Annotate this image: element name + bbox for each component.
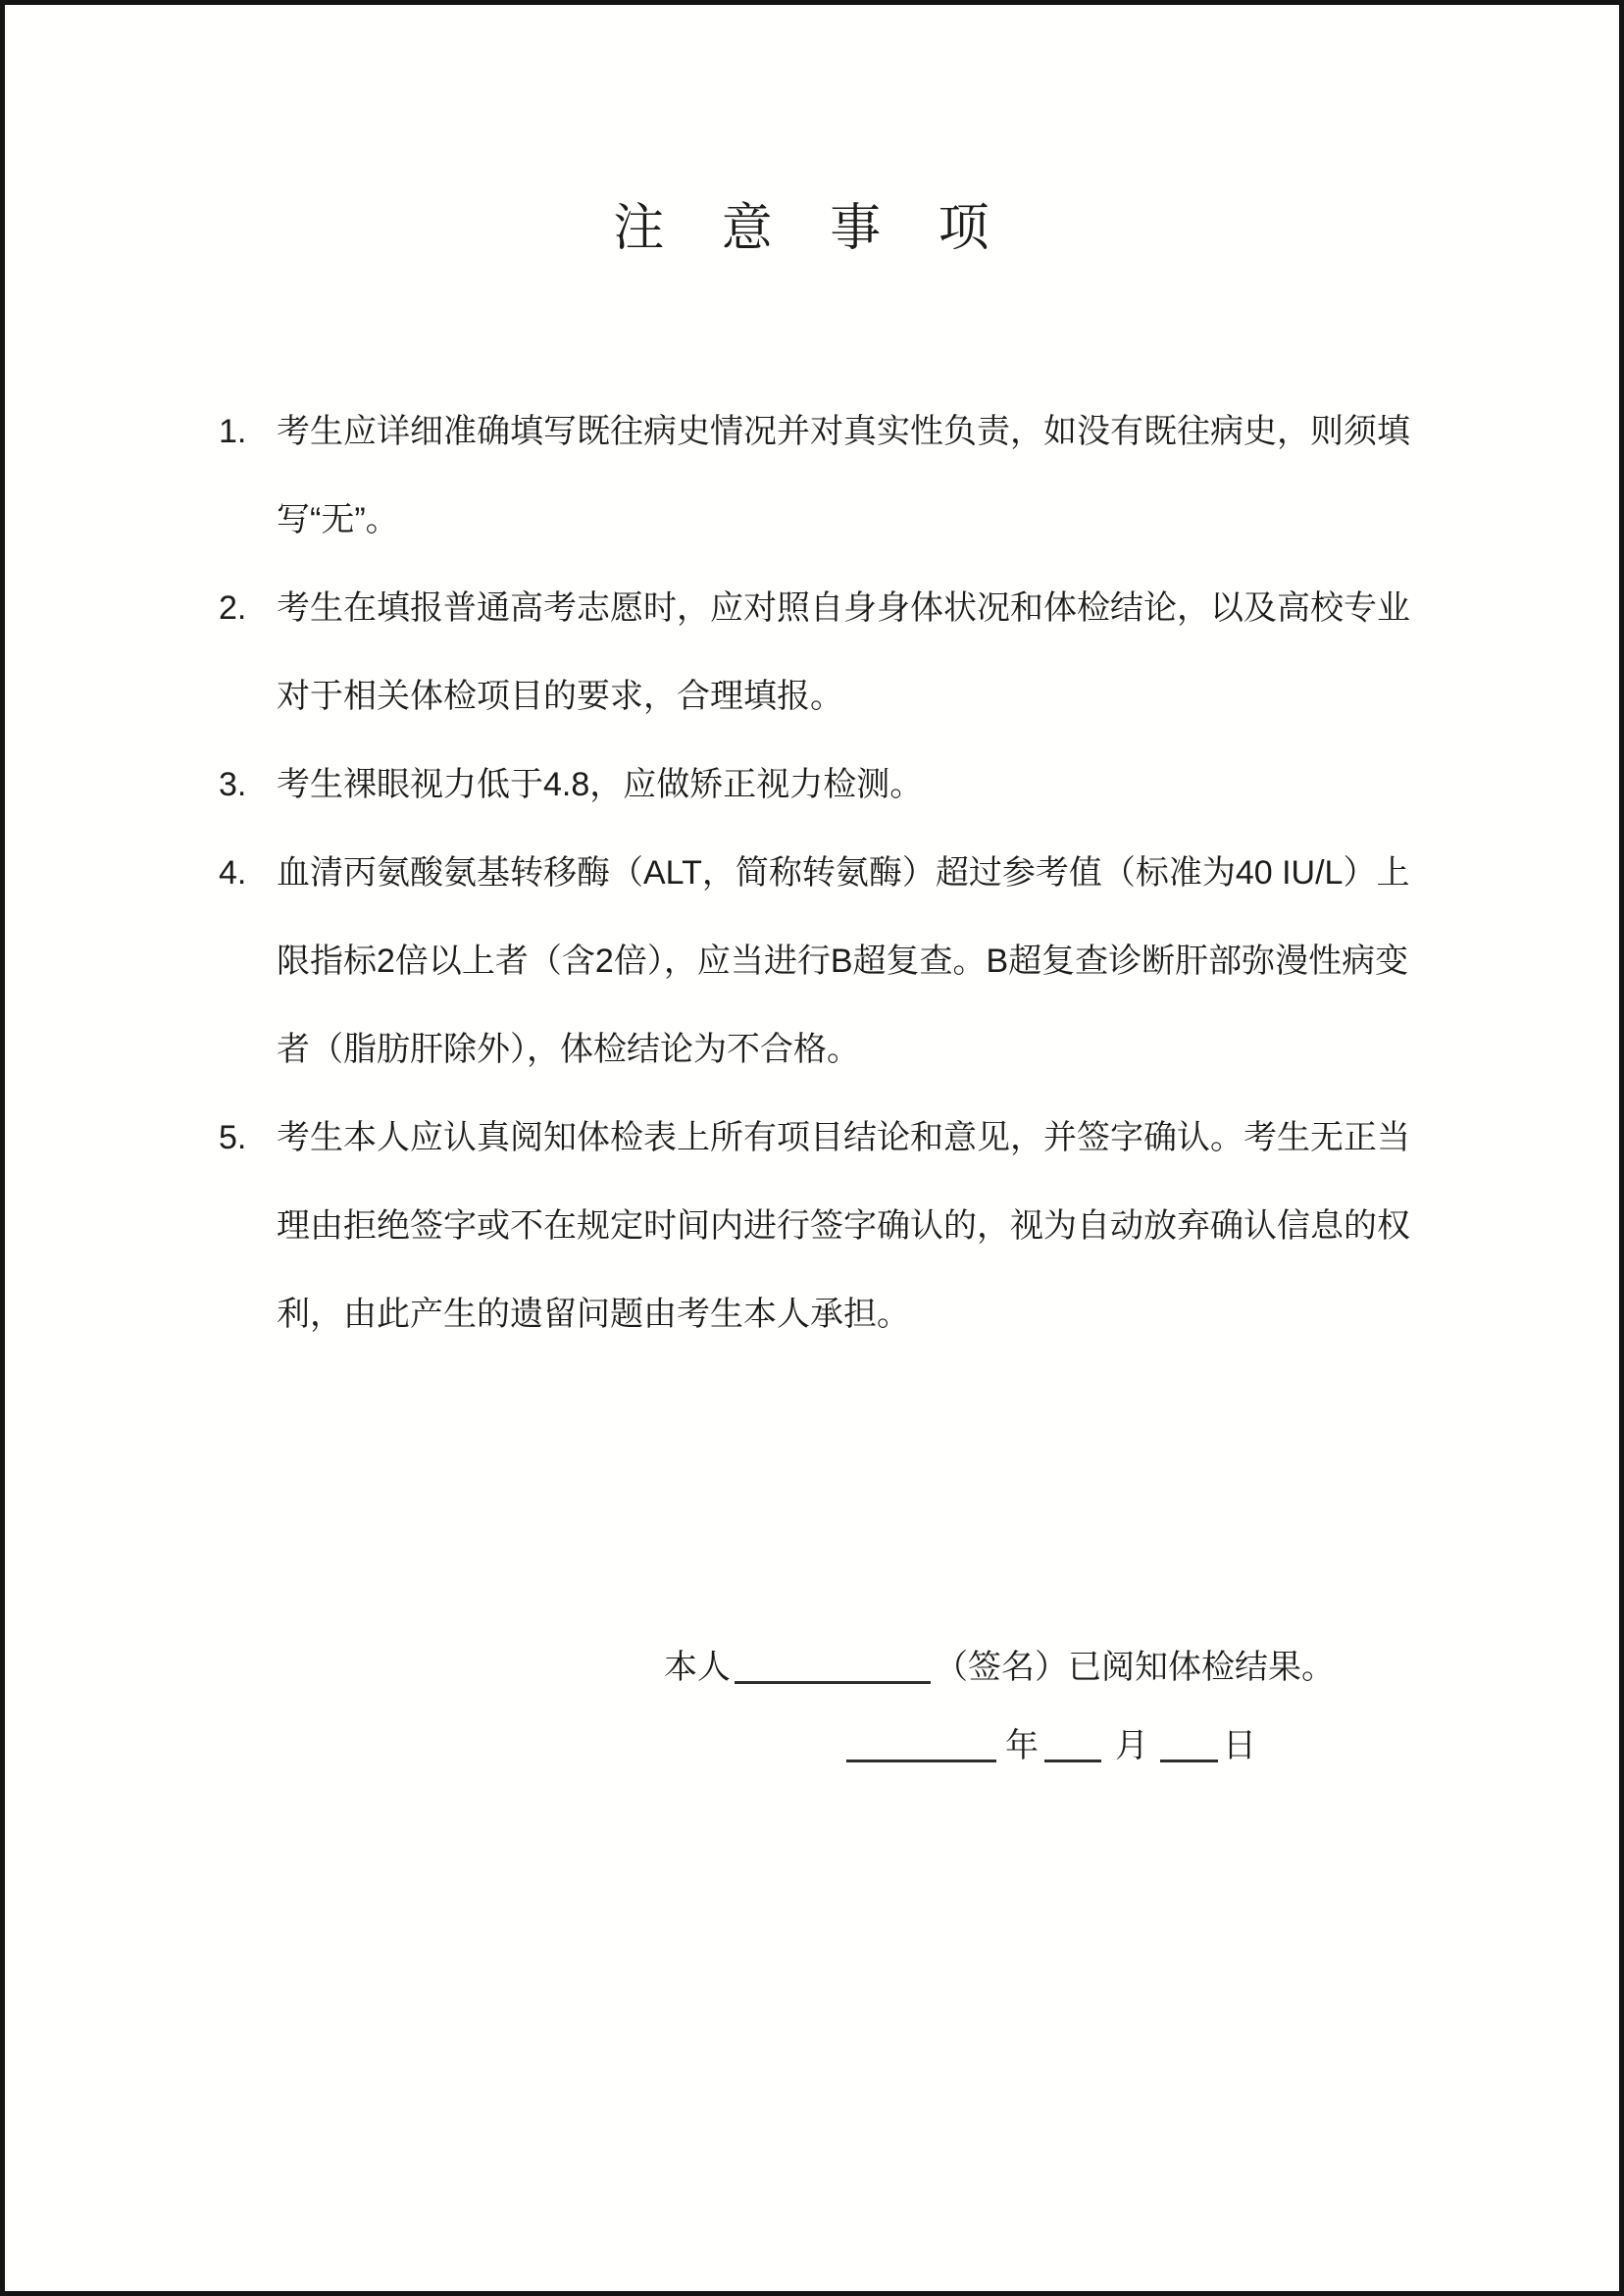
notice-item-4 [219,829,1433,1094]
signature-block [5,1643,1619,1770]
signature-prefix: 本人 [664,1649,731,1686]
month-label: 月 [1115,1727,1148,1764]
signature-line [664,1643,1619,1692]
day-blank-line [1160,1759,1218,1762]
page-title: 注 意 事 项 [613,200,1011,257]
notice-item-2 [219,564,1433,740]
item-number: 1. [219,413,247,450]
item-text: 考生本人应认真阅知体检表上所有项目结论和意见，并签字确认。考生无正当理由拒绝签字或不在规定时间内进行签字确认的，视为自动放弃确认信息的权利，由此产生的遗留问题由考生本人承担。 [277,1119,1410,1333]
item-number: 2. [219,589,247,627]
notice-item-3 [219,740,1433,829]
item-text: 血清丙氨酸氨基转移酶（ALT，简称转氨酶）超过参考值（标准为40 IU/L）上限指标2倍以上者（含2倍），应当进行B超复查。B超复查诊断肝部弥漫性病变者（脂肪肝除外），体检结论为不合格。 [277,854,1410,1068]
notice-item-5 [219,1094,1433,1358]
day-label: 日 [1223,1727,1256,1764]
item-number: 5. [219,1119,247,1156]
item-text: 考生裸眼视力低于4.8，应做矫正视力检测。 [277,766,924,803]
item-number: 4. [219,854,247,892]
item-number: 3. [219,766,247,803]
month-blank-line [1044,1759,1101,1762]
notice-list [219,387,1433,1358]
item-text: 考生在填报普通高考志愿时，应对照自身身体状况和体检结论，以及高校专业对于相关体检项目的要求，合理填报。 [277,589,1410,715]
signature-blank-line [735,1680,931,1684]
year-label: 年 [1005,1727,1039,1764]
notice-item-1 [219,387,1433,564]
date-line [846,1721,1619,1770]
signature-suffix: （签名）已阅知体检结果。 [935,1649,1335,1686]
year-blank-line [846,1759,996,1762]
item-text: 考生应详细准确填写既往病史情况并对真实性负责，如没有既往病史，则须填写“无”。 [277,413,1410,538]
